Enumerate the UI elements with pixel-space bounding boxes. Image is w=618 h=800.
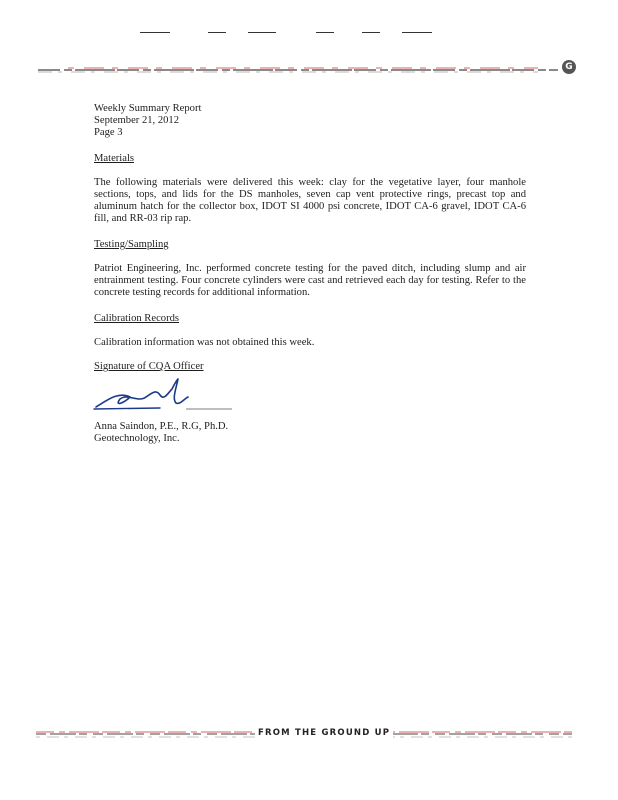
header-rule (38, 62, 566, 76)
signer-block (94, 421, 526, 445)
report-date: September 21, 2012 (94, 115, 180, 126)
calibration-heading: Calibration Records (94, 313, 180, 324)
signer-name: Anna Saindon, P.E., R.G, Ph.D. (94, 421, 229, 432)
top-scan-marks (140, 32, 440, 36)
signature-heading: Signature of CQA Officer (94, 361, 204, 372)
report-body (94, 103, 526, 445)
company-logo-icon: G (562, 60, 576, 74)
testing-heading: Testing/Sampling (94, 239, 169, 250)
signer-company: Geotechnology, Inc. (94, 433, 180, 444)
materials-heading: Materials (94, 153, 135, 164)
report-letterhead (94, 103, 526, 139)
testing-paragraph: Patriot Engineering, Inc. performed concrete testing for the paved ditch, including slump and air entrainment testing. Four concrete cylinders were cast and retrieved each day for testing. Refer to the concrete testing records for additional information. (94, 263, 526, 298)
materials-paragraph: The following materials were delivered this week: clay for the vegetative layer, four manhole sections, tops, and lids for the DS manholes, seven cap vent protective rings, precast top and aluminum hatch for the collector box, IDOT SI 4000 psi concrete, IDOT CA-6 gravel, IDOT CA-6 fill, and RR-03 rip rap. (94, 177, 526, 224)
handwritten-signature (94, 377, 244, 415)
page-number: Page 3 (94, 127, 123, 138)
calibration-paragraph: Calibration information was not obtained this week. (94, 337, 315, 348)
report-title: Weekly Summary Report (94, 103, 202, 114)
footer-tagline: FROM THE GROUND UP (255, 728, 393, 738)
